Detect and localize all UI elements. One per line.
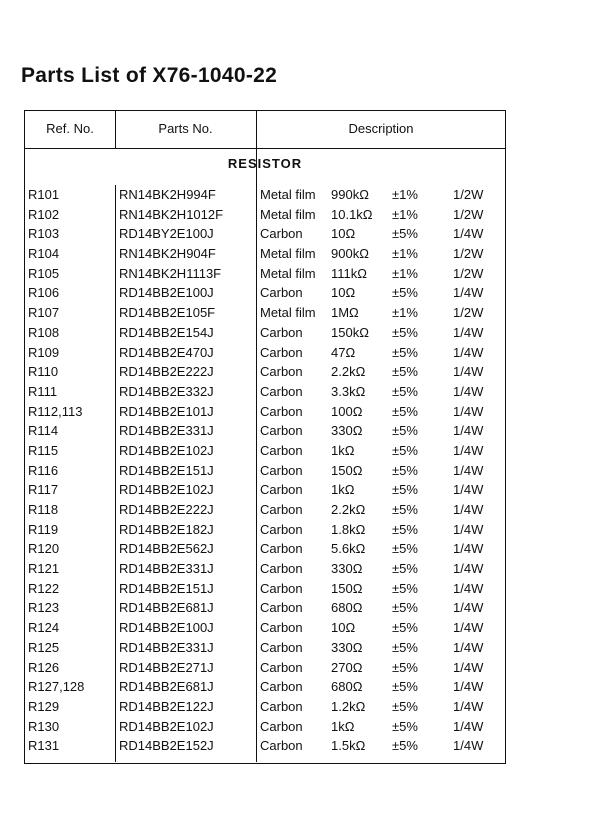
table-row	[25, 717, 505, 737]
value-cell: 2.2kΩ	[331, 502, 366, 517]
value-cell: 1.2kΩ	[331, 698, 366, 714]
ref-no-cell: R108	[28, 324, 60, 340]
parts-no-cell: RD14BB2E182J	[119, 521, 214, 537]
ref-no-cell: R119	[28, 521, 59, 537]
wattage-cell: 1/4W	[453, 285, 484, 301]
type-cell: Metal film	[260, 206, 316, 222]
value-cell: 5.6kΩ	[331, 541, 366, 557]
type-cell: Carbon	[260, 462, 303, 478]
parts-no-cell: RD14BB2E562J	[119, 541, 214, 557]
table-row	[25, 382, 505, 402]
type-cell: Carbon	[260, 679, 303, 695]
type-cell: Metal film	[260, 265, 316, 281]
value-cell: 150Ω	[331, 462, 363, 478]
wattage-cell: 1/4W	[453, 344, 484, 360]
table-row	[25, 264, 505, 284]
wattage-cell: 1/4W	[453, 738, 484, 754]
table-row	[25, 461, 505, 481]
table-row	[25, 244, 505, 264]
type-cell: Carbon	[260, 364, 303, 380]
value-cell: 10Ω	[331, 226, 356, 242]
wattage-cell: 1/4W	[453, 620, 484, 636]
ref-no-cell: R123	[28, 600, 60, 616]
ref-no-cell: R117	[28, 482, 59, 498]
tolerance-cell: ±5%	[392, 679, 418, 695]
table-row	[25, 638, 505, 658]
header-description: Description	[348, 121, 414, 136]
ref-no-cell: R130	[28, 718, 60, 734]
tolerance-cell: ±5%	[392, 561, 418, 577]
wattage-cell: 1/4W	[453, 383, 484, 399]
table-row	[25, 736, 505, 756]
type-cell: Metal film	[260, 305, 316, 321]
wattage-cell: 1/2W	[453, 206, 484, 222]
wattage-cell: 1/2W	[453, 265, 484, 281]
type-cell: Carbon	[260, 639, 303, 655]
table-row	[25, 658, 505, 678]
table-row	[25, 677, 505, 697]
tolerance-cell: ±5%	[392, 482, 418, 498]
wattage-cell: 1/4W	[453, 226, 484, 242]
table-row	[25, 224, 505, 244]
parts-no-cell: RN14BK2H1012F	[119, 206, 224, 222]
type-cell: Carbon	[260, 383, 303, 399]
wattage-cell: 1/4W	[453, 639, 484, 655]
wattage-cell: 1/4W	[453, 521, 484, 537]
type-cell: Carbon	[260, 482, 303, 498]
type-cell: Carbon	[260, 738, 303, 754]
tolerance-cell: ±1%	[392, 265, 418, 281]
parts-no-cell: RN14BK2H1113F	[119, 265, 222, 281]
wattage-cell: 1/4W	[453, 442, 484, 458]
parts-no-cell: RD14BB2E105F	[119, 305, 216, 321]
column-divider	[115, 111, 116, 148]
ref-no-cell: R122	[28, 580, 60, 596]
tolerance-cell: ±5%	[392, 502, 418, 517]
ref-no-cell: R120	[28, 541, 60, 557]
table-row	[25, 697, 505, 717]
parts-no-cell: RD14BB2E122J	[119, 698, 214, 714]
table-row	[25, 362, 505, 382]
tolerance-cell: ±5%	[392, 462, 418, 478]
table-row	[25, 323, 505, 343]
type-cell: Carbon	[260, 344, 303, 360]
tolerance-cell: ±1%	[392, 305, 418, 321]
value-cell: 330Ω	[331, 423, 363, 439]
wattage-cell: 1/4W	[453, 403, 484, 419]
ref-no-cell: R112,113	[28, 403, 83, 419]
ref-no-cell: R102	[28, 206, 60, 222]
table-row	[25, 402, 505, 422]
value-cell: 111kΩ	[331, 265, 367, 281]
tolerance-cell: ±5%	[392, 364, 418, 380]
parts-no-cell: RD14BB2E151J	[119, 580, 214, 596]
type-cell: Carbon	[260, 541, 303, 557]
ref-no-cell: R118	[28, 502, 59, 517]
tolerance-cell: ±1%	[392, 187, 418, 202]
value-cell: 100Ω	[331, 403, 363, 419]
parts-no-cell: RD14BB2E154J	[119, 324, 214, 340]
wattage-cell: 1/2W	[453, 305, 484, 321]
table-row	[25, 205, 505, 225]
wattage-cell: 1/4W	[453, 718, 484, 734]
type-cell: Carbon	[260, 285, 303, 301]
parts-no-cell: RD14BB2E151J	[119, 462, 214, 478]
type-cell: Carbon	[260, 620, 303, 636]
ref-no-cell: R110	[28, 364, 59, 380]
tolerance-cell: ±5%	[392, 541, 418, 557]
parts-no-cell: RD14BB2E100J	[119, 620, 214, 636]
ref-no-cell: R126	[28, 659, 60, 675]
tolerance-cell: ±5%	[392, 639, 418, 655]
value-cell: 1MΩ	[331, 305, 359, 321]
value-cell: 47Ω	[331, 344, 356, 360]
type-cell: Carbon	[260, 423, 303, 439]
table-row	[25, 520, 505, 540]
type-cell: Carbon	[260, 561, 303, 577]
ref-no-cell: R111	[28, 383, 58, 399]
value-cell: 2.2kΩ	[331, 364, 366, 380]
parts-no-cell: RD14BB2E222J	[119, 502, 214, 517]
header-parts-no: Parts No.	[158, 121, 213, 136]
parts-no-cell: RD14BB2E681J	[119, 600, 214, 616]
wattage-cell: 1/4W	[453, 462, 484, 478]
tolerance-cell: ±5%	[392, 442, 418, 458]
ref-no-cell: R129	[28, 698, 60, 714]
wattage-cell: 1/2W	[453, 246, 484, 262]
tolerance-cell: ±5%	[392, 383, 418, 399]
wattage-cell: 1/4W	[453, 561, 484, 577]
type-cell: Carbon	[260, 403, 303, 419]
table-header	[25, 111, 505, 149]
header-ref-no: Ref. No.	[46, 121, 94, 136]
value-cell: 990kΩ	[331, 187, 369, 202]
wattage-cell: 1/4W	[453, 600, 484, 616]
value-cell: 900kΩ	[331, 246, 369, 262]
parts-no-cell: RN14BK2H904F	[119, 246, 216, 262]
ref-no-cell: R127,128	[28, 679, 85, 695]
wattage-cell: 1/4W	[453, 482, 484, 498]
wattage-cell: 1/4W	[453, 698, 484, 714]
value-cell: 1kΩ	[331, 442, 355, 458]
value-cell: 10Ω	[331, 285, 356, 301]
ref-no-cell: R103	[28, 226, 60, 242]
table-row	[25, 441, 505, 461]
table-row	[25, 343, 505, 363]
type-cell: Metal film	[260, 246, 316, 262]
parts-no-cell: RD14BB2E331J	[119, 561, 214, 577]
wattage-cell: 1/4W	[453, 423, 484, 439]
parts-no-cell: RD14BB2E331J	[119, 639, 214, 655]
type-cell: Carbon	[260, 521, 303, 537]
value-cell: 10.1kΩ	[331, 206, 373, 222]
parts-no-cell: RD14BB2E331J	[119, 423, 214, 439]
parts-no-cell: RD14BB2E470J	[119, 344, 214, 360]
type-cell: Carbon	[260, 580, 303, 596]
value-cell: 150Ω	[331, 580, 363, 596]
tolerance-cell: ±5%	[392, 580, 418, 596]
parts-no-cell: RD14BB2E681J	[119, 679, 214, 695]
parts-no-cell: RD14BB2E332J	[119, 383, 214, 399]
value-cell: 330Ω	[331, 639, 363, 655]
wattage-cell: 1/4W	[453, 541, 484, 557]
ref-no-cell: R124	[28, 620, 60, 636]
table-row	[25, 303, 505, 323]
table-row	[25, 480, 505, 500]
parts-no-cell: RD14BB2E102J	[119, 718, 214, 734]
value-cell: 1.8kΩ	[331, 521, 366, 537]
tolerance-cell: ±5%	[392, 718, 418, 734]
type-cell: Metal film	[260, 187, 316, 202]
parts-no-cell: RD14BB2E152J	[119, 738, 214, 754]
type-cell: Carbon	[260, 659, 303, 675]
tolerance-cell: ±1%	[392, 246, 418, 262]
value-cell: 1kΩ	[331, 718, 355, 734]
type-cell: Carbon	[260, 226, 303, 242]
parts-no-cell: RD14BB2E271J	[119, 659, 214, 675]
type-cell: Carbon	[260, 324, 303, 340]
ref-no-cell: R121	[28, 561, 60, 577]
value-cell: 680Ω	[331, 679, 363, 695]
parts-no-cell: RN14BK2H994F	[119, 187, 216, 202]
tolerance-cell: ±5%	[392, 738, 418, 754]
tolerance-cell: ±1%	[392, 206, 418, 222]
tolerance-cell: ±5%	[392, 324, 418, 340]
parts-no-cell: RD14BB2E101J	[119, 403, 214, 419]
parts-no-cell: RD14BB2E222J	[119, 364, 214, 380]
tolerance-cell: ±5%	[392, 659, 418, 675]
ref-no-cell: R107	[28, 305, 60, 321]
wattage-cell: 1/4W	[453, 679, 484, 695]
wattage-cell: 1/4W	[453, 502, 484, 517]
ref-no-cell: R109	[28, 344, 60, 360]
table-row	[25, 618, 505, 638]
table-row	[25, 598, 505, 618]
page-title: Parts List of X76-1040-22	[21, 64, 278, 87]
value-cell: 1kΩ	[331, 482, 355, 498]
value-cell: 270Ω	[331, 659, 363, 675]
table-row	[25, 559, 505, 579]
tolerance-cell: ±5%	[392, 344, 418, 360]
tolerance-cell: ±5%	[392, 423, 418, 439]
type-cell: Carbon	[260, 442, 303, 458]
tolerance-cell: ±5%	[392, 698, 418, 714]
section-heading-resistor: RESISTOR	[227, 156, 303, 171]
table-row	[25, 421, 505, 441]
type-cell: Carbon	[260, 718, 303, 734]
wattage-cell: 1/2W	[453, 187, 484, 202]
ref-no-cell: R116	[28, 462, 59, 478]
parts-no-cell: RD14BB2E102J	[119, 442, 214, 458]
tolerance-cell: ±5%	[392, 600, 418, 616]
tolerance-cell: ±5%	[392, 403, 418, 419]
table-row	[25, 539, 505, 559]
ref-no-cell: R101	[28, 187, 60, 202]
parts-no-cell: RD14BY2E100J	[119, 226, 214, 242]
wattage-cell: 1/4W	[453, 324, 484, 340]
ref-no-cell: R104	[28, 246, 60, 262]
ref-no-cell: R105	[28, 265, 60, 281]
table-row	[25, 500, 505, 520]
value-cell: 680Ω	[331, 600, 363, 616]
wattage-cell: 1/4W	[453, 364, 484, 380]
value-cell: 3.3kΩ	[331, 383, 366, 399]
parts-table	[24, 110, 506, 764]
type-cell: Carbon	[260, 698, 303, 714]
value-cell: 330Ω	[331, 561, 363, 577]
parts-no-cell: RD14BB2E100J	[119, 285, 214, 301]
ref-no-cell: R115	[28, 442, 59, 458]
ref-no-cell: R125	[28, 639, 60, 655]
parts-no-cell: RD14BB2E102J	[119, 482, 214, 498]
table-row	[25, 185, 505, 205]
wattage-cell: 1/4W	[453, 580, 484, 596]
table-row	[25, 283, 505, 303]
value-cell: 1.5kΩ	[331, 738, 366, 754]
ref-no-cell: R131	[28, 738, 60, 754]
wattage-cell: 1/4W	[453, 659, 484, 675]
ref-no-cell: R106	[28, 285, 60, 301]
type-cell: Carbon	[260, 600, 303, 616]
tolerance-cell: ±5%	[392, 620, 418, 636]
type-cell: Carbon	[260, 502, 303, 517]
value-cell: 10Ω	[331, 620, 356, 636]
tolerance-cell: ±5%	[392, 521, 418, 537]
table-body	[25, 185, 505, 756]
table-row	[25, 579, 505, 599]
value-cell: 150kΩ	[331, 324, 369, 340]
tolerance-cell: ±5%	[392, 226, 418, 242]
ref-no-cell: R114	[28, 423, 59, 439]
tolerance-cell: ±5%	[392, 285, 418, 301]
